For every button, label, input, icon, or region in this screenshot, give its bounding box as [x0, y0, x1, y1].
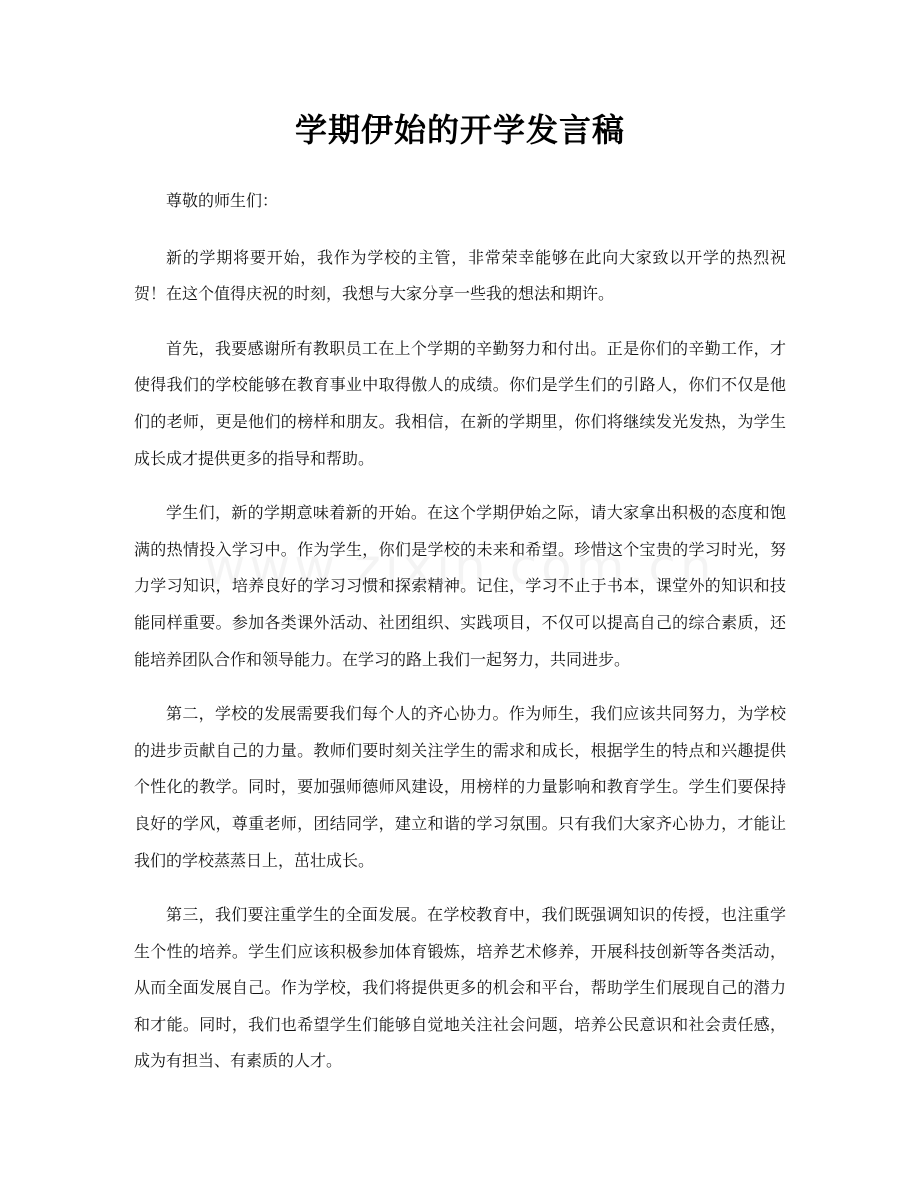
document-body	[134, 183, 786, 1098]
paragraph-4: 第二，学校的发展需要我们每个人的齐心协力。作为师生，我们应该共同努力，为学校的进步贡献自己的力量。教师们要时刻关注学生的需求和成长，根据学生的特点和兴趣提供个性化的教学。同时，要加强师德师风建设，用榜样的力量影响和教育学生。学生们要保持良好的学风，尊重老师，团结同学，建立和谐的学习氛围。只有我们大家齐心协力，才能让我们的学校蒸蒸日上，茁壮成长。	[134, 704, 786, 870]
salutation: 尊敬的师生们：	[166, 191, 279, 210]
paragraph-2: 首先，我要感谢所有教职员工在上个学期的辛勤努力和付出。正是你们的辛勤工作，才使得我们的学校能够在教育事业中取得傲人的成绩。你们是学生们的引路人，你们不仅是他们的老师，更是他们的榜样和朋友。我相信，在新的学期里，你们将继续发光发热，为学生成长成才提供更多的指导和帮助。	[134, 338, 786, 468]
paragraph-5: 第三，我们要注重学生的全面发展。在学校教育中，我们既强调知识的传授，也注重学生个性的培养。学生们应该积极参加体育锻炼，培养艺术修养，开展科技创新等各类活动，从而全面发展自己。作为学校，我们将提供更多的机会和平台，帮助学生们展现自己的潜力和才能。同时，我们也希望学生们能够自觉地关注社会问题，培养公民意识和社会责任感，成为有担当、有素质的人才。	[134, 905, 786, 1071]
document-title: 学期伊始的开学发言稿	[294, 111, 625, 149]
paragraph-1: 新的学期将要开始，我作为学校的主管，非常荣幸能够在此向大家致以开学的热烈祝贺！在这个值得庆祝的时刻，我想与大家分享一些我的想法和期许。	[134, 247, 786, 304]
paragraph-3: 学生们，新的学期意味着新的开始。在这个学期伊始之际，请大家拿出积极的态度和饱满的热情投入学习中。作为学生，你们是学校的未来和希望。珍惜这个宝贵的学习时光，努力学习知识，培养良好的学习习惯和探索精神。记住，学习不止于书本，课堂外的知识和技能同样重要。参加各类课外活动、社团组织、实践项目，不仅可以提高自己的综合素质，还能培养团队合作和领导能力。在学习的路上我们一起努力，共同进步。	[134, 503, 786, 669]
